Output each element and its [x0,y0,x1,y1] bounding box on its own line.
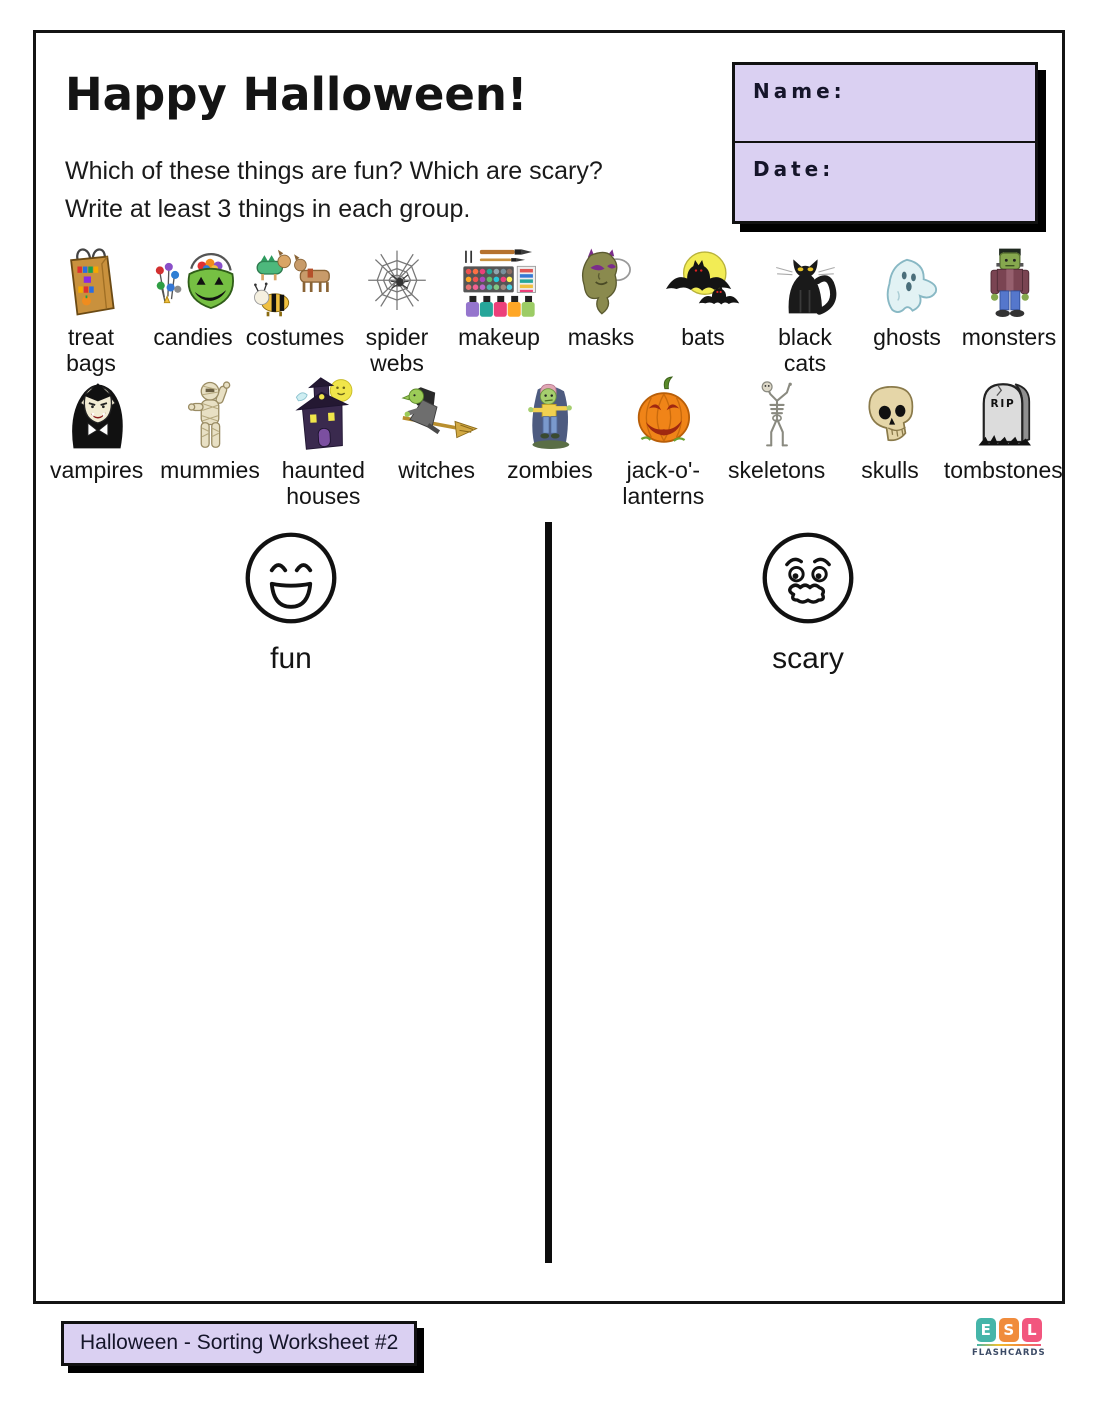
vocab-item-monsters [958,241,1060,376]
vocab-item-vampires [40,374,153,509]
skeletons-icon [744,374,810,452]
esl-flashcards-logo [972,1318,1046,1358]
mummies-icon [175,374,245,452]
zombies-icon [515,374,585,452]
vocab-label: skeletons [728,457,826,483]
vocab-label: skulls [861,457,919,483]
scary-column-header [723,528,893,676]
fun-face-icon [241,528,341,628]
vocab-item-candies [142,241,244,376]
vocab-label: spider webs [365,324,429,376]
esl-logo-subtext: FLASHCARDS [972,1348,1046,1358]
witches-icon [395,374,479,452]
fun-column-header [206,528,376,676]
date-field-label: Date: [753,157,835,181]
vocab-label: bats [681,324,725,350]
candies-icon [150,241,236,319]
page-title: Happy Halloween! [65,68,528,121]
instructions-line-1: Which of these things are fun? Which are scary? [65,157,603,185]
vocab-item-mummies [153,374,266,509]
vocab-label: masks [567,324,635,350]
vocab-label: black cats [778,324,832,376]
vocab-item-haunted-houses [267,374,380,509]
vocab-item-black-cats [754,241,856,376]
scary-face-icon [758,528,858,628]
vocab-label: zombies [507,457,593,483]
ghosts-icon [870,241,944,319]
vocab-item-costumes [244,241,346,376]
vocab-label: candies [153,324,233,350]
vocab-item-treat-bags [40,241,142,376]
esl-logo-tiles [976,1318,1042,1342]
makeup-icon [459,241,539,319]
vocab-label: vampires [50,457,144,483]
vocab-label: treat bags [66,324,116,376]
vocab-label: witches [398,457,475,483]
instructions-line-2: Write at least 3 things in each group. [65,195,471,223]
vocab-item-ghosts [856,241,958,376]
vocab-label: ghosts [873,324,941,350]
vocab-label: monsters [961,324,1057,350]
vocab-item-skeletons [720,374,833,509]
black-cats-icon [769,241,841,319]
vocab-item-masks [550,241,652,376]
vocab-label: makeup [458,324,540,350]
vocab-item-jack-o-lanterns [607,374,720,509]
vocab-item-tombstones [943,374,1063,509]
vocab-item-witches [380,374,493,509]
fun-label: fun [270,642,312,675]
treat-bags-icon [53,241,129,319]
instructions-text [65,152,603,228]
esl-logo-tile-e: E [976,1318,996,1342]
vocab-row-1 [40,241,1060,376]
vocab-label: costumes [245,324,345,350]
name-date-box [732,62,1038,224]
haunted-houses-icon [285,374,361,452]
vocab-item-makeup [448,241,550,376]
svg-text:RIP: RIP [990,398,1016,410]
esl-logo-tile-l: L [1022,1318,1042,1342]
esl-logo-rainbow-bar [977,1344,1041,1346]
vocab-label: mummies [160,457,260,483]
vocab-label: tombstones [943,457,1063,483]
vocab-item-bats [652,241,754,376]
skulls-icon [855,374,925,452]
jack-o-lanterns-icon [627,374,699,452]
vampires-icon [60,374,134,452]
footer-worksheet-label: Halloween - Sorting Worksheet #2 [61,1321,417,1366]
spider-webs-icon [361,241,433,319]
vocab-row-2 [40,374,1063,509]
column-divider-line [545,522,552,1263]
esl-logo-tile-s: S [999,1318,1019,1342]
vocab-item-zombies [493,374,606,509]
vocab-label: jack-o'-lanterns [622,457,705,509]
vocab-label: haunted houses [281,457,365,509]
vocab-item-spider-webs [346,241,448,376]
name-field-label: Name: [735,65,1035,143]
bats-icon [658,241,748,319]
tombstones-icon [968,374,1038,452]
vocab-item-skulls [833,374,946,509]
costumes-icon [249,241,341,319]
masks-icon [565,241,637,319]
monsters-icon [973,241,1045,319]
scary-label: scary [772,642,844,675]
